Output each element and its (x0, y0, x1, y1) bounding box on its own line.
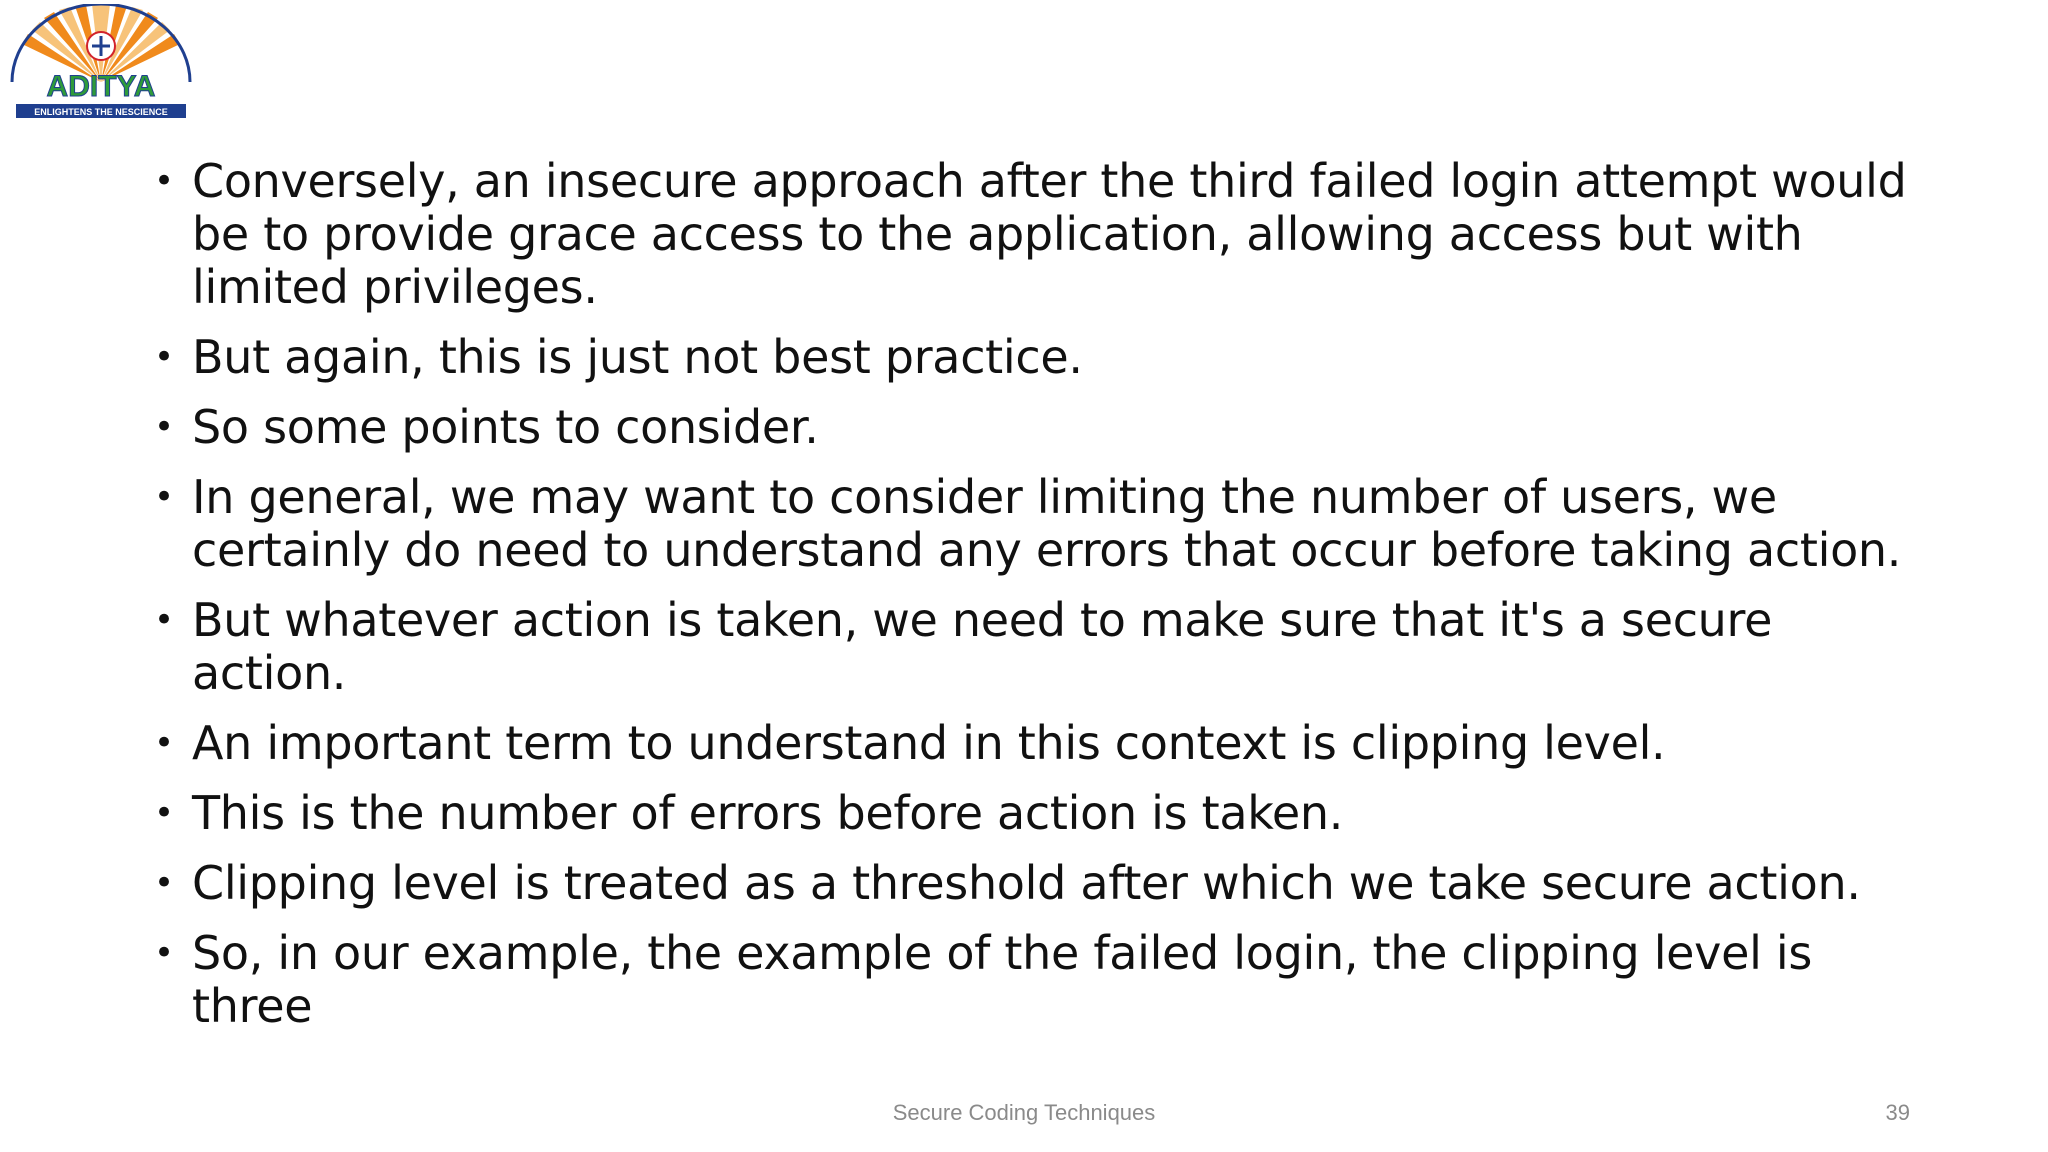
bullet-marker: • (154, 600, 174, 640)
bullet-text: Conversely, an insecure approach after the third failed login attempt would be to provide grace access to the application, allowing access but with limited privileges. (192, 154, 1907, 314)
bullet-item (150, 857, 1940, 910)
bullet-text: In general, we may want to consider limiting the number of users, we certainly do need to understand any errors that occur before taking action. (192, 470, 1902, 577)
footer-title: Secure Coding Techniques (892, 1100, 1156, 1125)
bullet-item (150, 927, 1940, 1033)
bullet-list (150, 155, 1940, 1050)
bullet-text: So, in our example, the example of the failed login, the clipping level is three (192, 926, 1813, 1033)
bullet-text: So some points to consider. (192, 400, 819, 454)
bullet-marker: • (154, 477, 174, 517)
bullet-marker: • (154, 407, 174, 447)
bullet-text: Clipping level is treated as a threshold after which we take secure action. (192, 856, 1861, 910)
bullet-marker: • (154, 723, 174, 763)
bullet-marker: • (154, 933, 174, 973)
bullet-marker: • (154, 337, 174, 377)
bullet-item (150, 331, 1940, 384)
bullet-item (150, 401, 1940, 454)
bullet-marker: • (154, 793, 174, 833)
logo-name: ADITYA (46, 70, 156, 103)
bullet-item (150, 787, 1940, 840)
bullet-marker: • (154, 161, 174, 201)
bullet-text: This is the number of errors before action is taken. (192, 786, 1344, 840)
bullet-text: But whatever action is taken, we need to make sure that it's a secure action. (192, 593, 1773, 700)
bullet-marker: • (154, 863, 174, 903)
bullet-item (150, 471, 1940, 577)
bullet-text: An important term to understand in this context is clipping level. (192, 716, 1666, 770)
bullet-item (150, 717, 1940, 770)
aditya-logo (2, 4, 200, 122)
logo-tagline: ENLIGHTENS THE NESCIENCE (34, 107, 168, 117)
bullet-item (150, 594, 1940, 700)
slide-number: 39 (1885, 1100, 1910, 1125)
bullet-text: But again, this is just not best practice. (192, 330, 1083, 384)
bullet-item (150, 155, 1940, 314)
